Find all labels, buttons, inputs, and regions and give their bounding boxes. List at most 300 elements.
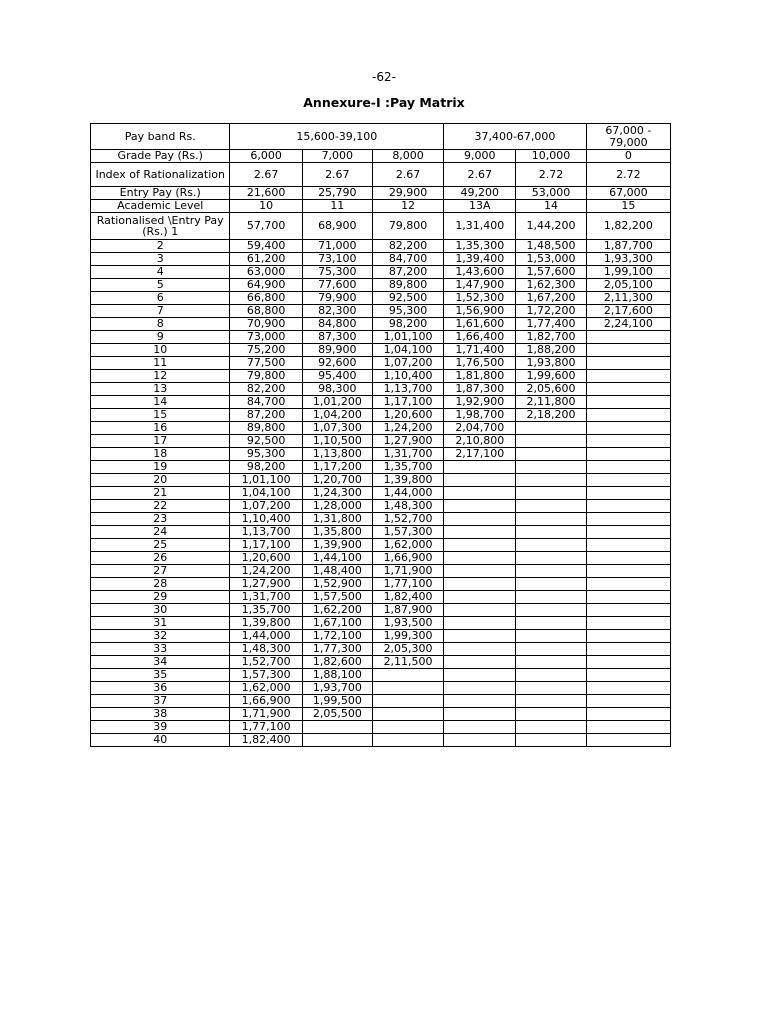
pay-cell: 2,11,500	[372, 656, 443, 669]
meta-cell: 10,000	[516, 150, 586, 163]
pay-cell	[372, 734, 443, 747]
pay-cell: 1,57,600	[516, 266, 586, 279]
pay-cell	[444, 487, 516, 500]
pay-cell: 1,47,900	[444, 279, 516, 292]
pay-cell: 1,24,200	[372, 422, 443, 435]
meta-cell: 49,200	[444, 187, 516, 200]
meta-cell: 79,800	[372, 213, 443, 240]
pay-cell: 1,98,700	[444, 409, 516, 422]
pay-cell: 1,87,900	[372, 604, 443, 617]
meta-row-label: Academic Level	[91, 200, 230, 213]
pay-cell: 1,43,600	[444, 266, 516, 279]
level-cell: 17	[91, 435, 230, 448]
pay-cell: 1,35,700	[230, 604, 302, 617]
level-cell: 11	[91, 357, 230, 370]
meta-cell: 67,000	[586, 187, 670, 200]
pay-cell: 1,99,100	[586, 266, 670, 279]
pay-cell	[444, 695, 516, 708]
pay-cell: 1,57,300	[230, 669, 302, 682]
pay-cell: 1,82,400	[230, 734, 302, 747]
pay-cell: 75,300	[302, 266, 372, 279]
pay-cell	[444, 617, 516, 630]
pay-cell	[516, 617, 586, 630]
pay-cell	[372, 708, 443, 721]
meta-cell: 53,000	[516, 187, 586, 200]
pay-cell: 98,300	[302, 383, 372, 396]
meta-cell: 2.67	[302, 163, 372, 187]
meta-cell: 1,44,200	[516, 213, 586, 240]
pay-band-2: 37,400-67,000	[444, 124, 586, 150]
level-cell: 16	[91, 422, 230, 435]
pay-cell: 1,01,100	[230, 474, 302, 487]
meta-cell: 1,82,200	[586, 213, 670, 240]
pay-cell: 1,82,600	[302, 656, 372, 669]
pay-cell: 1,01,100	[372, 331, 443, 344]
pay-cell	[516, 656, 586, 669]
table-row	[91, 448, 671, 461]
meta-cell: 2.72	[586, 163, 670, 187]
meta-cell: 13A	[444, 200, 516, 213]
pay-cell: 1,82,700	[516, 331, 586, 344]
meta-row-label: Grade Pay (Rs.)	[91, 150, 230, 163]
level-cell: 10	[91, 344, 230, 357]
pay-cell: 1,62,300	[516, 279, 586, 292]
pay-cell: 71,000	[302, 240, 372, 253]
pay-cell	[516, 591, 586, 604]
pay-cell: 1,72,100	[302, 630, 372, 643]
table-row	[91, 383, 671, 396]
pay-cell: 73,000	[230, 331, 302, 344]
meta-row-label: Rationalised \Entry Pay (Rs.) 1	[91, 213, 230, 240]
level-cell: 3	[91, 253, 230, 266]
pay-cell: 1,13,800	[302, 448, 372, 461]
pay-cell: 1,62,000	[230, 682, 302, 695]
pay-cell: 63,000	[230, 266, 302, 279]
table-row	[91, 487, 671, 500]
level-cell: 37	[91, 695, 230, 708]
pay-cell: 1,61,600	[444, 318, 516, 331]
pay-cell	[516, 526, 586, 539]
pay-cell: 95,300	[372, 305, 443, 318]
pay-cell	[586, 409, 670, 422]
pay-cell: 1,31,700	[372, 448, 443, 461]
pay-band-1: 15,600-39,100	[230, 124, 444, 150]
pay-cell	[586, 422, 670, 435]
table-row	[91, 604, 671, 617]
pay-cell	[516, 669, 586, 682]
pay-cell	[516, 500, 586, 513]
table-row	[91, 240, 671, 253]
pay-cell	[516, 643, 586, 656]
table-row	[91, 565, 671, 578]
pay-cell	[586, 513, 670, 526]
level-cell: 24	[91, 526, 230, 539]
level-cell: 29	[91, 591, 230, 604]
pay-cell: 1,39,800	[230, 617, 302, 630]
pay-cell	[444, 539, 516, 552]
pay-cell: 1,35,300	[444, 240, 516, 253]
pay-cell	[516, 513, 586, 526]
pay-cell	[516, 487, 586, 500]
pay-cell: 2,17,100	[444, 448, 516, 461]
table-row	[91, 643, 671, 656]
pay-cell	[586, 708, 670, 721]
pay-cell: 1,07,200	[230, 500, 302, 513]
pay-cell: 1,31,700	[230, 591, 302, 604]
pay-cell: 2,11,300	[586, 292, 670, 305]
pay-cell: 1,77,300	[302, 643, 372, 656]
meta-row	[91, 200, 671, 213]
pay-cell: 92,600	[302, 357, 372, 370]
meta-cell: 10	[230, 200, 302, 213]
pay-cell: 2,18,200	[516, 409, 586, 422]
table-row	[91, 370, 671, 383]
pay-cell	[586, 461, 670, 474]
pay-cell: 1,57,500	[302, 591, 372, 604]
pay-cell: 2,04,700	[444, 422, 516, 435]
pay-cell	[586, 656, 670, 669]
table-row	[91, 656, 671, 669]
pay-cell	[586, 448, 670, 461]
meta-cell: 7,000	[302, 150, 372, 163]
pay-band-label: Pay band Rs.	[91, 124, 230, 150]
table-row	[91, 695, 671, 708]
pay-cell: 95,400	[302, 370, 372, 383]
table-row	[91, 474, 671, 487]
pay-cell: 2,05,300	[372, 643, 443, 656]
pay-cell: 1,93,700	[302, 682, 372, 695]
pay-cell: 1,28,000	[302, 500, 372, 513]
pay-cell: 1,04,200	[302, 409, 372, 422]
pay-cell	[444, 734, 516, 747]
table-row	[91, 305, 671, 318]
pay-cell	[444, 552, 516, 565]
meta-cell: 6,000	[230, 150, 302, 163]
table-row	[91, 669, 671, 682]
table-row	[91, 357, 671, 370]
level-cell: 26	[91, 552, 230, 565]
pay-cell	[586, 331, 670, 344]
pay-cell	[516, 695, 586, 708]
pay-cell: 1,17,100	[230, 539, 302, 552]
table-row	[91, 617, 671, 630]
meta-cell: 14	[516, 200, 586, 213]
pay-cell	[444, 526, 516, 539]
pay-cell	[586, 695, 670, 708]
meta-cell: 2.72	[516, 163, 586, 187]
level-cell: 27	[91, 565, 230, 578]
pay-cell	[586, 682, 670, 695]
pay-cell	[516, 630, 586, 643]
pay-cell: 1,99,300	[372, 630, 443, 643]
pay-cell: 1,66,400	[444, 331, 516, 344]
pay-cell	[444, 474, 516, 487]
pay-cell: 66,800	[230, 292, 302, 305]
pay-cell: 92,500	[230, 435, 302, 448]
pay-band-3: 67,000 - 79,000	[586, 124, 670, 150]
pay-cell	[372, 695, 443, 708]
table-row	[91, 513, 671, 526]
pay-cell	[444, 461, 516, 474]
pay-cell: 1,35,700	[372, 461, 443, 474]
meta-cell: 11	[302, 200, 372, 213]
pay-cell: 1,52,700	[230, 656, 302, 669]
pay-cell: 79,800	[230, 370, 302, 383]
pay-cell: 87,300	[302, 331, 372, 344]
pay-cell: 1,99,500	[302, 695, 372, 708]
pay-cell: 1,39,800	[372, 474, 443, 487]
pay-cell	[516, 539, 586, 552]
pay-band-header-row	[91, 124, 671, 150]
pay-cell	[516, 578, 586, 591]
pay-cell: 1,88,200	[516, 344, 586, 357]
table-row	[91, 630, 671, 643]
level-cell: 22	[91, 500, 230, 513]
pay-cell: 1,07,200	[372, 357, 443, 370]
table-row	[91, 422, 671, 435]
pay-cell: 79,900	[302, 292, 372, 305]
meta-cell: 2.67	[372, 163, 443, 187]
level-cell: 32	[91, 630, 230, 643]
pay-cell: 1,82,400	[372, 591, 443, 604]
pay-cell: 92,500	[372, 292, 443, 305]
pay-cell: 1,76,500	[444, 357, 516, 370]
pay-cell	[444, 565, 516, 578]
pay-cell: 82,200	[230, 383, 302, 396]
pay-cell: 1,13,700	[372, 383, 443, 396]
meta-cell: 2.67	[444, 163, 516, 187]
meta-cell: 29,900	[372, 187, 443, 200]
level-cell: 5	[91, 279, 230, 292]
pay-cell: 1,01,200	[302, 396, 372, 409]
table-row	[91, 253, 671, 266]
table-row	[91, 708, 671, 721]
level-cell: 9	[91, 331, 230, 344]
pay-cell	[586, 630, 670, 643]
level-cell: 34	[91, 656, 230, 669]
pay-cell: 73,100	[302, 253, 372, 266]
level-cell: 19	[91, 461, 230, 474]
pay-cell: 68,800	[230, 305, 302, 318]
pay-cell: 89,800	[372, 279, 443, 292]
meta-row-label: Entry Pay (Rs.)	[91, 187, 230, 200]
pay-cell: 1,31,800	[302, 513, 372, 526]
pay-cell: 61,200	[230, 253, 302, 266]
pay-cell: 1,93,300	[586, 253, 670, 266]
pay-cell: 1,10,400	[372, 370, 443, 383]
meta-cell: 8,000	[372, 150, 443, 163]
pay-cell	[516, 435, 586, 448]
table-row	[91, 409, 671, 422]
pay-cell	[516, 734, 586, 747]
pay-cell	[586, 396, 670, 409]
pay-cell: 2,17,600	[586, 305, 670, 318]
pay-cell	[302, 721, 372, 734]
table-row	[91, 435, 671, 448]
pay-cell: 1,35,800	[302, 526, 372, 539]
pay-cell	[586, 435, 670, 448]
pay-cell: 1,87,300	[444, 383, 516, 396]
table-row	[91, 461, 671, 474]
pay-cell: 84,700	[372, 253, 443, 266]
pay-cell	[586, 591, 670, 604]
pay-cell: 1,48,400	[302, 565, 372, 578]
pay-cell	[516, 461, 586, 474]
pay-cell: 77,500	[230, 357, 302, 370]
pay-cell: 82,200	[372, 240, 443, 253]
level-cell: 25	[91, 539, 230, 552]
table-row	[91, 500, 671, 513]
level-cell: 15	[91, 409, 230, 422]
pay-cell	[444, 578, 516, 591]
level-cell: 38	[91, 708, 230, 721]
pay-cell	[444, 643, 516, 656]
pay-cell	[586, 565, 670, 578]
pay-cell: 1,99,600	[516, 370, 586, 383]
pay-cell: 1,77,100	[230, 721, 302, 734]
pay-cell	[586, 526, 670, 539]
pay-cell: 98,200	[372, 318, 443, 331]
pay-cell: 1,71,900	[230, 708, 302, 721]
level-cell: 8	[91, 318, 230, 331]
pay-cell	[586, 734, 670, 747]
pay-cell: 1,13,700	[230, 526, 302, 539]
table-row	[91, 578, 671, 591]
pay-cell: 89,900	[302, 344, 372, 357]
pay-cell	[516, 604, 586, 617]
level-cell: 14	[91, 396, 230, 409]
pay-cell	[372, 721, 443, 734]
pay-cell	[586, 578, 670, 591]
pay-cell	[586, 643, 670, 656]
meta-cell: 21,600	[230, 187, 302, 200]
page-title: Annexure-I :Pay Matrix	[303, 95, 465, 110]
pay-cell: 1,88,100	[302, 669, 372, 682]
meta-cell: 0	[586, 150, 670, 163]
pay-cell: 1,24,300	[302, 487, 372, 500]
pay-cell	[586, 604, 670, 617]
pay-cell	[516, 721, 586, 734]
pay-cell: 1,39,900	[302, 539, 372, 552]
pay-cell: 1,66,900	[230, 695, 302, 708]
pay-cell	[586, 357, 670, 370]
pay-cell	[444, 669, 516, 682]
level-cell: 21	[91, 487, 230, 500]
level-cell: 20	[91, 474, 230, 487]
pay-cell: 1,04,100	[230, 487, 302, 500]
level-cell: 6	[91, 292, 230, 305]
meta-row	[91, 150, 671, 163]
pay-cell: 75,200	[230, 344, 302, 357]
pay-cell: 1,93,500	[372, 617, 443, 630]
pay-cell	[444, 500, 516, 513]
pay-cell: 70,900	[230, 318, 302, 331]
pay-cell	[586, 344, 670, 357]
pay-cell	[372, 669, 443, 682]
pay-cell: 1,67,200	[516, 292, 586, 305]
level-cell: 23	[91, 513, 230, 526]
pay-cell	[586, 617, 670, 630]
level-cell: 28	[91, 578, 230, 591]
level-cell: 12	[91, 370, 230, 383]
table-row	[91, 539, 671, 552]
table-row	[91, 279, 671, 292]
meta-row-label: Index of Rationalization	[91, 163, 230, 187]
pay-cell	[444, 682, 516, 695]
pay-cell: 82,300	[302, 305, 372, 318]
pay-cell: 1,93,800	[516, 357, 586, 370]
pay-cell	[516, 422, 586, 435]
pay-cell: 1,62,000	[372, 539, 443, 552]
pay-cell: 2,10,800	[444, 435, 516, 448]
pay-cell: 64,900	[230, 279, 302, 292]
table-row	[91, 292, 671, 305]
pay-cell: 1,52,700	[372, 513, 443, 526]
pay-cell: 1,56,900	[444, 305, 516, 318]
pay-cell	[444, 656, 516, 669]
table-row	[91, 682, 671, 695]
pay-cell: 2,24,100	[586, 318, 670, 331]
meta-cell: 12	[372, 200, 443, 213]
level-cell: 35	[91, 669, 230, 682]
pay-cell	[586, 669, 670, 682]
pay-cell: 1,24,200	[230, 565, 302, 578]
pay-cell	[586, 370, 670, 383]
pay-cell: 1,27,900	[372, 435, 443, 448]
meta-cell: 25,790	[302, 187, 372, 200]
table-row	[91, 591, 671, 604]
pay-cell: 1,48,500	[516, 240, 586, 253]
pay-cell: 1,44,000	[230, 630, 302, 643]
pay-cell: 2,05,500	[302, 708, 372, 721]
page-number: -62-	[372, 70, 396, 84]
pay-cell: 1,66,900	[372, 552, 443, 565]
pay-cell: 1,87,700	[586, 240, 670, 253]
pay-cell	[586, 539, 670, 552]
level-cell: 40	[91, 734, 230, 747]
pay-cell: 1,77,100	[372, 578, 443, 591]
pay-cell	[444, 630, 516, 643]
pay-cell: 87,200	[372, 266, 443, 279]
pay-cell: 84,700	[230, 396, 302, 409]
pay-cell: 1,77,400	[516, 318, 586, 331]
meta-cell: 68,900	[302, 213, 372, 240]
pay-cell: 1,04,100	[372, 344, 443, 357]
pay-cell: 2,11,800	[516, 396, 586, 409]
pay-cell	[444, 708, 516, 721]
pay-cell: 1,57,300	[372, 526, 443, 539]
level-cell: 33	[91, 643, 230, 656]
level-cell: 18	[91, 448, 230, 461]
meta-cell: 15	[586, 200, 670, 213]
pay-cell: 1,20,600	[230, 552, 302, 565]
pay-cell: 1,67,100	[302, 617, 372, 630]
pay-cell	[516, 708, 586, 721]
table-row	[91, 734, 671, 747]
table-row	[91, 721, 671, 734]
pay-cell	[372, 682, 443, 695]
pay-cell: 98,200	[230, 461, 302, 474]
pay-cell: 1,44,100	[302, 552, 372, 565]
pay-cell: 1,20,700	[302, 474, 372, 487]
pay-cell: 1,48,300	[372, 500, 443, 513]
level-cell: 7	[91, 305, 230, 318]
pay-cell	[586, 721, 670, 734]
pay-cell: 1,53,000	[516, 253, 586, 266]
pay-cell	[444, 604, 516, 617]
pay-cell: 1,81,800	[444, 370, 516, 383]
pay-cell: 1,48,300	[230, 643, 302, 656]
